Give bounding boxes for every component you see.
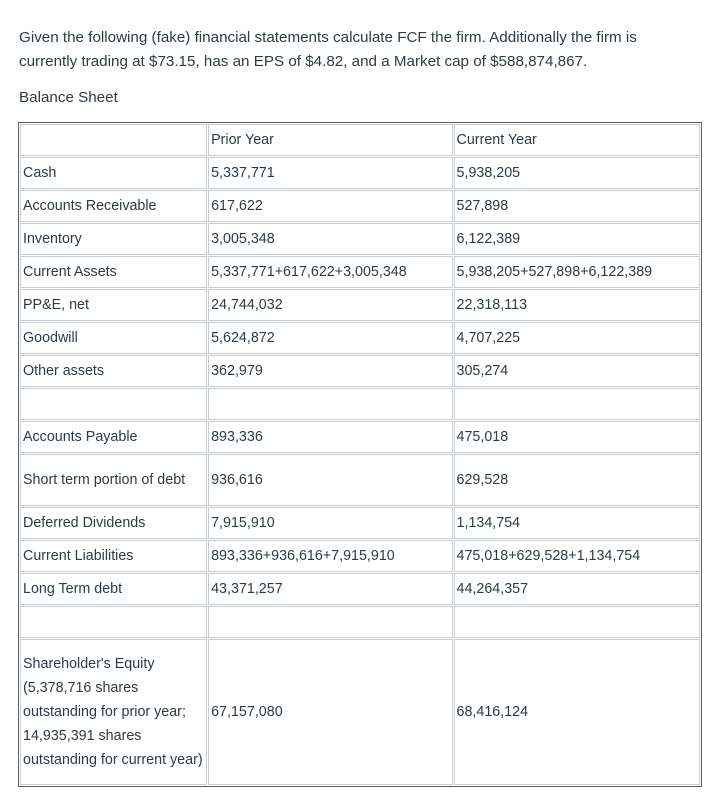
current-year-cell: 22,318,113: [454, 289, 700, 321]
prior-year-cell: 7,915,910: [208, 507, 452, 539]
prior-year-cell: 67,157,080: [208, 639, 452, 785]
current-year-cell: 629,528: [454, 454, 700, 506]
current-year-cell: 475,018: [454, 421, 700, 453]
prior-year-cell: 893,336+936,616+7,915,910: [208, 540, 452, 572]
current-year-cell: 6,122,389: [454, 223, 700, 255]
row-label-cell: PP&E, net: [20, 289, 207, 321]
prior-year-cell: 3,005,348: [208, 223, 452, 255]
row-label-cell: Current Liabilities: [20, 540, 207, 572]
question-text: Given the following (fake) financial statements calculate FCF the firm. Additionally the firm is currently trading at $73.15, has an EPS of $4.82, and a Market cap of $588,874,867.: [19, 29, 637, 70]
row-label-cell: [20, 606, 207, 638]
row-label-cell: Deferred Dividends: [20, 507, 207, 539]
table-row: [20, 322, 700, 354]
table-row: [20, 223, 700, 255]
prior-year-cell: 362,979: [208, 355, 452, 387]
table-row: [20, 388, 700, 420]
prior-year-cell: 936,616: [208, 454, 452, 506]
table-row: [20, 355, 700, 387]
row-label-cell: Accounts Payable: [20, 421, 207, 453]
header-cell-prior-year: Prior Year: [208, 124, 452, 156]
balance-sheet-table: [18, 122, 702, 787]
current-year-cell: 527,898: [454, 190, 700, 222]
table-row: [20, 639, 700, 785]
row-label-cell: Other assets: [20, 355, 207, 387]
header-cell-current-year: Current Year: [454, 124, 700, 156]
row-label-cell: Accounts Receivable: [20, 190, 207, 222]
current-year-cell: 475,018+629,528+1,134,754: [454, 540, 700, 572]
row-label-cell: Inventory: [20, 223, 207, 255]
prior-year-cell: 5,624,872: [208, 322, 452, 354]
table-row: [20, 540, 700, 572]
section-title: Balance Sheet: [19, 89, 118, 106]
prior-year-cell: 617,622: [208, 190, 452, 222]
balance-sheet-body: [20, 124, 700, 785]
prior-year-cell: [208, 606, 452, 638]
table-row: [20, 573, 700, 605]
current-year-cell: 4,707,225: [454, 322, 700, 354]
row-label-cell: Shareholder's Equity (5,378,716 shares outstanding for prior year; 14,935,391 shares outstanding for current year): [20, 639, 207, 785]
current-year-cell: 5,938,205: [454, 157, 700, 189]
current-year-cell: 1,134,754: [454, 507, 700, 539]
prior-year-cell: 5,337,771+617,622+3,005,348: [208, 256, 452, 288]
current-year-cell: [454, 388, 700, 420]
current-year-cell: 305,274: [454, 355, 700, 387]
prior-year-cell: 893,336: [208, 421, 452, 453]
row-label-cell: Cash: [20, 157, 207, 189]
table-header-row: [20, 124, 700, 156]
table-row: [20, 190, 700, 222]
table-row: [20, 606, 700, 638]
table-row: [20, 507, 700, 539]
table-row: [20, 289, 700, 321]
current-year-cell: [454, 606, 700, 638]
table-row: [20, 157, 700, 189]
table-row: [20, 421, 700, 453]
current-year-cell: 5,938,205+527,898+6,122,389: [454, 256, 700, 288]
prior-year-cell: 43,371,257: [208, 573, 452, 605]
row-label-cell: [20, 388, 207, 420]
row-label-cell: Long Term debt: [20, 573, 207, 605]
row-label-cell: Current Assets: [20, 256, 207, 288]
prior-year-cell: 24,744,032: [208, 289, 452, 321]
row-label-cell: Short term portion of debt: [20, 454, 207, 506]
current-year-cell: 68,416,124: [454, 639, 700, 785]
header-cell-label: [20, 124, 207, 156]
table-row: [20, 256, 700, 288]
prior-year-cell: 5,337,771: [208, 157, 452, 189]
prior-year-cell: [208, 388, 452, 420]
table-row: [20, 454, 700, 506]
current-year-cell: 44,264,357: [454, 573, 700, 605]
row-label-cell: Goodwill: [20, 322, 207, 354]
